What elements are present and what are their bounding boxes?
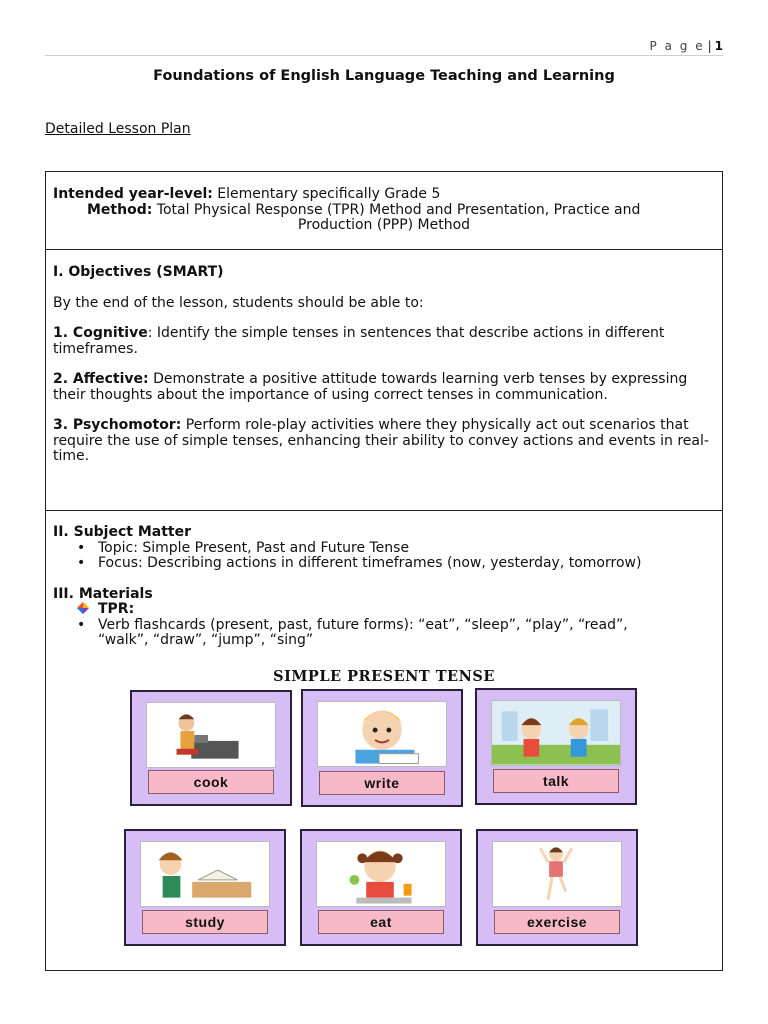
flashcards-title: SIMPLE PRESENT TENSE	[273, 668, 495, 685]
year-level-value: Elementary specifically Grade 5	[212, 186, 441, 202]
page-number-value: 1	[714, 39, 723, 53]
flashcards-item: • Verb flashcards (present, past, future forms): “eat”, “sleep”, “play”, “read”,	[77, 616, 628, 633]
flashcard-label: exercise	[494, 910, 620, 934]
method-line	[53, 203, 715, 219]
flashcard-label: study	[142, 910, 268, 934]
level-method-section	[45, 171, 723, 249]
document-subtitle: Detailed Lesson Plan	[45, 121, 191, 137]
focus-item: • Focus: Describing actions in different timeframes (now, yesterday, tomorrow)	[77, 555, 642, 571]
flashcard-label: cook	[148, 770, 274, 794]
flashcard-label: write	[319, 771, 445, 795]
flashcard-label: talk	[493, 769, 619, 793]
materials-heading: III. Materials	[53, 585, 153, 602]
diamond-bullet-icon	[77, 602, 89, 618]
document-title: Foundations of English Language Teaching and Learning	[153, 68, 615, 84]
year-level-line	[53, 187, 715, 203]
objective-cognitive: 1. Cognitive: Identify the simple tenses in sentences that describe actions in different timeframes.	[53, 325, 665, 357]
objectives-section	[45, 249, 723, 510]
objective-psychomotor: 3. Psychomotor: Perform role-play activities where they physically act out scenarios that require the use of simple tenses, enhancing their ability to convey actions and events in real-time.	[53, 417, 709, 464]
method-label: Method:	[87, 201, 153, 218]
write-illustration	[317, 701, 447, 767]
flashcard-study	[124, 829, 286, 946]
page-label: P a g e	[649, 39, 705, 53]
objective-affective: 2. Affective: Demonstrate a positive attitude towards learning verb tenses by expressing their thoughts about the importance of using correct tenses in communication.	[53, 371, 688, 403]
flashcard-talk	[475, 688, 637, 805]
method-value: Total Physical Response (TPR) Method and Presentation, Practice and	[152, 201, 641, 218]
topic-item: • Topic: Simple Present, Past and Future Tense	[77, 539, 410, 556]
flashcards-item-continued: “walk”, “draw”, “jump”, “sing”	[98, 632, 314, 648]
objectives-heading: I. Objectives (SMART)	[53, 264, 224, 280]
year-level-label: Intended year-level:	[53, 186, 213, 202]
flashcard-cook	[130, 690, 292, 806]
talk-illustration	[491, 700, 621, 766]
exercise-illustration	[492, 841, 622, 907]
objectives-intro: By the end of the lesson, students should be able to:	[53, 294, 424, 311]
header-rule	[45, 55, 723, 56]
flashcard-label: eat	[318, 910, 444, 934]
method-value-continued: Production (PPP) Method	[297, 217, 471, 233]
flashcard-write	[301, 689, 463, 807]
page-number: P a g e | 1	[649, 39, 723, 53]
flashcard-eat	[300, 829, 462, 946]
tpr-item: TPR:	[53, 602, 715, 618]
cook-illustration	[146, 702, 276, 768]
study-illustration	[140, 841, 270, 907]
eat-illustration	[316, 841, 446, 907]
flashcard-exercise	[476, 829, 638, 946]
subject-heading: II. Subject Matter	[53, 524, 192, 540]
